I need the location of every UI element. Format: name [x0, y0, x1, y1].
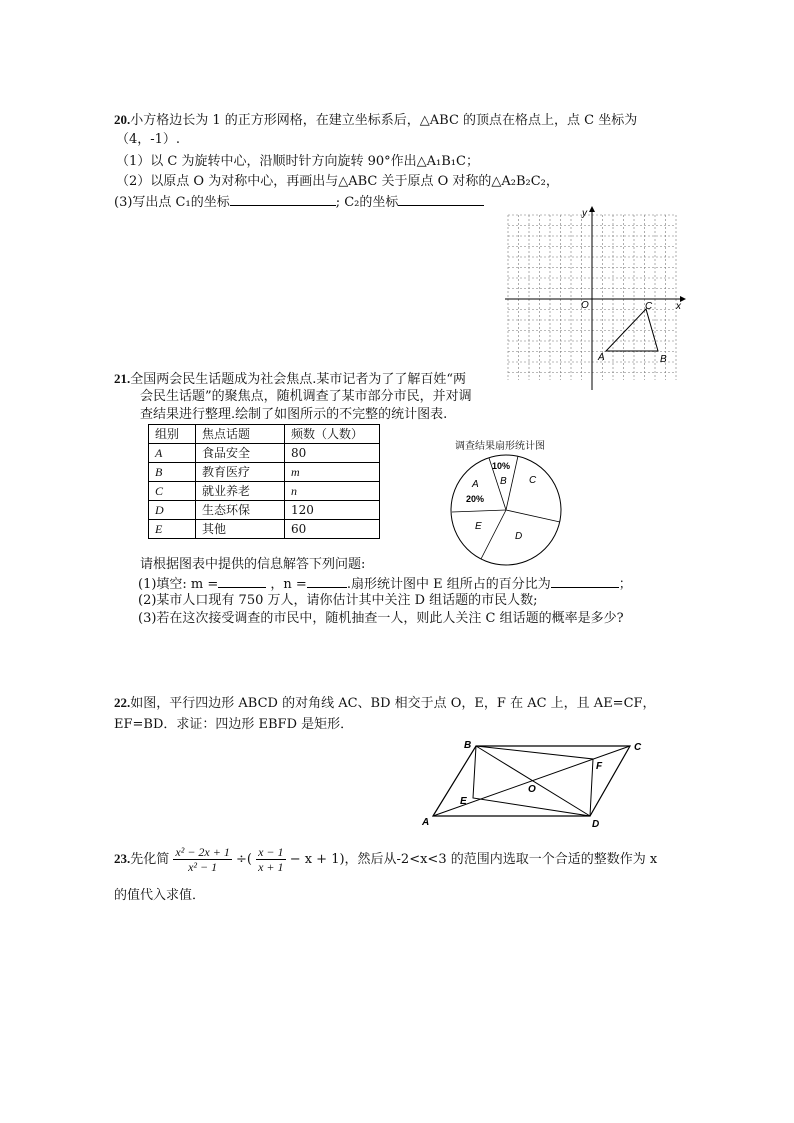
q20-part3: (3)写出点 C₁的坐标 ; C₂的坐标: [114, 192, 484, 212]
q23-line1: 23.先化简 $\frac{\text{x² − 2x + 1}}{\text{x² − 1}}$ ÷( $\frac{x - 1}{x + 1}$ − x + 1)，然后从-2<x<3 的范围内选取一个合适的整数作为 x: [114, 845, 658, 874]
label-e: E: [460, 796, 467, 807]
pie-slice-edge: [452, 510, 506, 512]
table-row: D 生态环保 120: [149, 501, 380, 520]
answer-blank-n[interactable]: [307, 574, 347, 588]
fraction-2: $\frac{x - 1}{x + 1}$: [258, 845, 284, 874]
q21-prompt: 请根据图表中提供的信息解答下列问题:: [140, 557, 366, 572]
q21-line1: 21.全国两会民生话题成为社会焦点.某市记者为了了解百姓“两: [114, 371, 467, 387]
q20-line1: 20.小方格边长为 1 的正方形网格，在建立坐标系后，△ABC 的顶点在格点上，点 C 坐标为: [114, 112, 638, 128]
q20-part1: （1）以 C 为旋转中心，沿顺时针方向旋转 90°作出△A₁B₁C；: [116, 154, 479, 169]
q21-part1: (1)填空: m = ，n = .扇形统计图中 E 组所占的百分比为 ；: [138, 574, 632, 594]
answer-blank-c1[interactable]: [230, 192, 336, 206]
q22-line2: EF=BD．求证：四边形 EBFD 是矩形．: [114, 717, 354, 732]
label-f: F: [596, 761, 603, 772]
table-row: E 其他 60: [149, 520, 380, 539]
q20-part2: （2）以原点 O 为对称中心，再画出与△ABC 关于原点 O 对称的△A₂B₂C₂，: [116, 174, 559, 189]
pie-label-c: C: [529, 475, 537, 486]
answer-blank-e-percent[interactable]: [551, 574, 619, 588]
q22-line1: 22.如图，平行四边形 ABCD 的对角线 AC、BD 相交于点 O，E，F 在 AC 上，且 AE=CF，: [114, 695, 656, 711]
answer-blank-c2[interactable]: [398, 192, 484, 206]
fraction-1: $\frac{\text{x² − 2x + 1}}{\text{x² − 1}}$: [175, 845, 230, 874]
label-o: O: [528, 784, 536, 795]
answer-blank-m[interactable]: [218, 574, 266, 588]
q22-number: 22.: [114, 695, 131, 710]
triangle-abc: [606, 309, 658, 351]
parallelogram-figure: [418, 738, 648, 830]
survey-table: [148, 424, 380, 539]
pie-slice-edge: [481, 510, 506, 559]
q21-line3: 查结果进行整理.绘制了如图所示的不完整的统计图表.: [140, 407, 448, 422]
q20-number: 20.: [114, 112, 131, 127]
table-row: B 教育医疗 m: [149, 463, 380, 482]
q21-part2: (2)某市人口现有 750 万人，请你估计其中关注 D 组话题的市民人数;: [138, 593, 538, 608]
q21-number: 21.: [114, 371, 131, 386]
pie-label-d: D: [515, 531, 523, 542]
pie-label-a: A: [472, 479, 479, 490]
label-b: B: [464, 740, 472, 751]
q21-part3: (3)若在这次接受调查的市民中，随机抽查一人，则此人关注 C 组话题的概率是多少?: [138, 611, 624, 626]
pie-chart-title: 调查结果扇形统计图: [455, 441, 545, 452]
pie-slice-edge: [506, 510, 560, 522]
y-axis-label: y: [582, 208, 587, 219]
table-row: C 就业养老 n: [149, 482, 380, 501]
table-header-row: 组别 焦点话题 频数（人数）: [149, 425, 380, 444]
q23-line2: 的值代入求值．: [114, 888, 206, 903]
q21-line2: 会民生话题”的聚焦点，随机调查了某市部分市民，并对调: [140, 389, 472, 404]
q23-number: 23.: [114, 851, 131, 866]
label-a: A: [422, 817, 430, 828]
origin-label: O: [581, 300, 589, 311]
coordinate-grid-figure: [500, 205, 690, 390]
pie-label-b: B: [500, 476, 507, 487]
point-a-label: A: [598, 352, 605, 363]
pie-label-20pct: 20%: [466, 494, 485, 504]
label-d: D: [592, 819, 600, 830]
point-b-label: B: [660, 354, 667, 365]
pie-chart: [448, 452, 568, 570]
label-c: C: [634, 742, 642, 753]
x-axis-label: x: [676, 301, 681, 312]
pie-label-e: E: [475, 521, 482, 532]
point-c-label: C: [645, 301, 653, 312]
q20-line2: （4，-1）.: [116, 132, 181, 147]
pie-label-10pct: 10%: [492, 461, 511, 471]
table-row: A 食品安全 80: [149, 444, 380, 463]
